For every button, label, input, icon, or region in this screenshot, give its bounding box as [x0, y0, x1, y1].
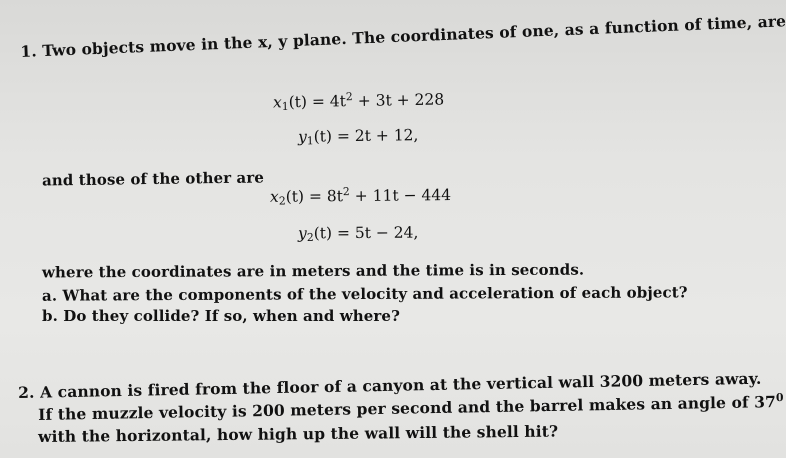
connector-text: and those of the other are — [41, 168, 265, 190]
equation-x2: $x_2(t) = 8t^2 + 11t - 444$ — [269, 185, 452, 208]
problem-2-line-1: 2. A cannon is fired from the floor of a canyon at the vertical wall 3200 meters away. — [18, 368, 762, 402]
problem-1-intro-text: Two objects move in the x, y plane. The coordinates of one, as a function of time, are — [41, 11, 786, 61]
problem-2-line-2: If the muzzle velocity is 200 meters per second and the barrel makes an angle of $37^0$ — [38, 390, 784, 424]
equation-x1: $x_1(t) = 4t^2 + 3t + 228$ — [272, 90, 445, 113]
part-b-question: b. Do they collide? If so, when and where? — [42, 307, 400, 325]
problem-1-number: 1. — [20, 41, 38, 61]
problem-1-intro — [20, 11, 786, 61]
part-a-question: a. What are the components of the velocity and acceleration of each object? — [41, 283, 688, 305]
problem-2-line-3: with the horizontal, how high up the wall will the shell hit? — [38, 421, 559, 446]
equation-y1: $y_1(t) = 2t + 12$, — [297, 126, 419, 148]
problem-2-number: 2. — [18, 382, 35, 402]
equation-y2: $y_2(t) = 5t - 24$, — [297, 223, 419, 245]
units-text: where the coordinates are in meters and the time is in seconds. — [41, 260, 585, 282]
